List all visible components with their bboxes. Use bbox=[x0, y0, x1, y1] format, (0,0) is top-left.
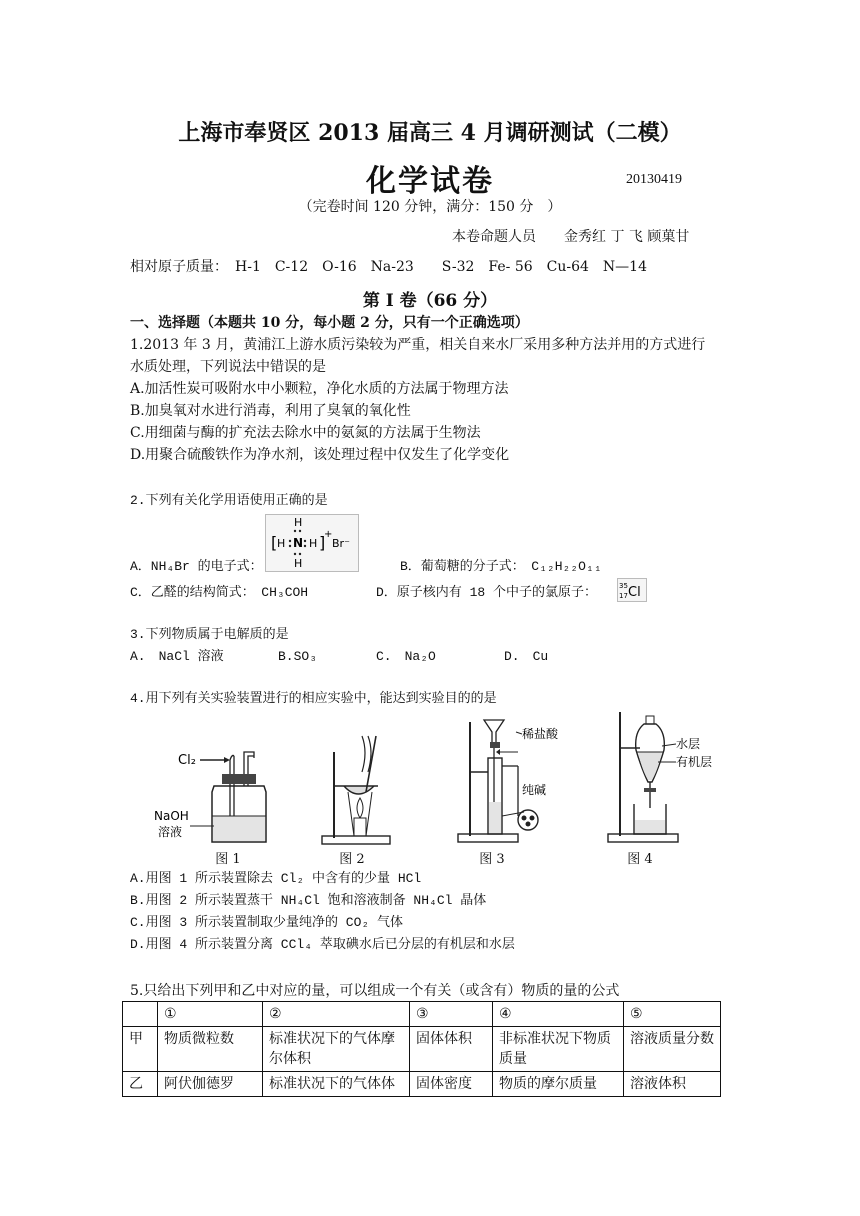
q2-option-b: B．葡萄糖的分子式： C₁₂H₂₂O₁₁ bbox=[400, 559, 602, 574]
table-cell bbox=[123, 1002, 158, 1027]
cl-atomic-number: 17 bbox=[619, 592, 628, 600]
figure-1-gas-washing-bottle bbox=[150, 746, 270, 846]
q5-table bbox=[122, 1001, 721, 1097]
table-cell: 阿伏伽德罗 bbox=[158, 1072, 263, 1097]
q1-option-b: B.加臭氧对水进行消毒，利用了臭氧的氧化性 bbox=[130, 403, 411, 419]
fig4-organic-layer-label: 有机层 bbox=[676, 755, 713, 769]
q5-stem: 5.只给出下列甲和乙中对应的量，可以组成一个有关（或含有）物质的量的公式 bbox=[130, 983, 620, 999]
nh4br-h-bottom: H bbox=[294, 557, 303, 570]
q3-option-d: D. Cu bbox=[504, 649, 549, 664]
nh4br-br: Br⁻ bbox=[332, 537, 350, 550]
nh4br-charge: + bbox=[324, 529, 333, 540]
table-cell: 标准状况下的气体摩尔体积 bbox=[263, 1027, 410, 1072]
fig3-dilute-hcl-label: 稀盐酸 bbox=[522, 727, 559, 741]
table-cell: 溶液质量分数 bbox=[624, 1027, 721, 1072]
table-cell: 非标准状况下物质质量 bbox=[493, 1027, 624, 1072]
exam-time-info: （完卷时间 120 分钟，满分：150 分 ） bbox=[298, 199, 562, 215]
fig4-water-layer-label: 水层 bbox=[676, 737, 701, 751]
nh4br-n: N bbox=[293, 536, 304, 550]
chlorine-isotope-image bbox=[617, 578, 647, 602]
table-cell: ③ bbox=[410, 1002, 493, 1027]
q1-stem-line2: 水质处理，下列说法中错误的是 bbox=[130, 359, 326, 375]
table-row bbox=[123, 1027, 721, 1072]
fig1-naoh-label: NaOH bbox=[154, 809, 189, 823]
q2-option-a: A．NH₄Br 的电子式： bbox=[130, 559, 263, 574]
nh4br-h-right: H bbox=[309, 537, 318, 550]
fig1-gas-label: Cl₂ bbox=[178, 753, 196, 768]
table-cell: ⑤ bbox=[624, 1002, 721, 1027]
figure-4-separatory-funnel bbox=[604, 708, 734, 846]
figure-4-caption: 图 4 bbox=[627, 852, 653, 867]
figure-1-caption: 图 1 bbox=[215, 852, 241, 867]
table-cell: 溶液体积 bbox=[624, 1072, 721, 1097]
figure-2-evaporation-apparatus bbox=[318, 732, 398, 846]
atomic-masses: 相对原子质量： H-1 C-12 O-16 Na-23 S-32 Fe- 56 Cu-64 N—14 bbox=[130, 259, 647, 275]
q1-option-c: C.用细菌与酶的扩充法去除水中的氨氮的方法属于生物法 bbox=[130, 425, 481, 441]
q4-option-a: A.用图 1 所示装置除去 Cl₂ 中含有的少量 HCl bbox=[130, 871, 422, 886]
q3-option-b: B.SO₃ bbox=[278, 649, 318, 664]
paper-subject-title: 化学试卷 bbox=[366, 164, 494, 199]
nh4br-h-left: H bbox=[277, 537, 286, 550]
table-cell: ② bbox=[263, 1002, 410, 1027]
q4-stem: 4.用下列有关实验装置进行的相应实验中，能达到实验目的的是 bbox=[130, 691, 497, 706]
table-cell: 标准状况下的气体体 bbox=[263, 1072, 410, 1097]
q2-stem: 2.下列有关化学用语使用正确的是 bbox=[130, 493, 328, 508]
q4-option-c: C.用图 3 所示装置制取少量纯净的 CO₂ 气体 bbox=[130, 915, 404, 930]
svg-text:]: ] bbox=[319, 533, 326, 552]
exam-date: 20130419 bbox=[626, 172, 682, 187]
fig3-soda-ash-label: 纯碱 bbox=[522, 783, 547, 797]
section-instructions: 一、选择题（本题共 10 分，每小题 2 分，只有一个正确选项） bbox=[130, 315, 529, 331]
figure-3-co2-generator bbox=[456, 712, 586, 846]
cl-symbol: Cl bbox=[628, 585, 641, 600]
figure-2-caption: 图 2 bbox=[339, 852, 365, 867]
q3-option-a: A. NaCl 溶液 bbox=[130, 649, 224, 664]
fig1-solution-label: 溶液 bbox=[158, 825, 183, 839]
table-cell: 固体密度 bbox=[410, 1072, 493, 1097]
q3-option-c: C. Na₂O bbox=[376, 649, 436, 664]
section-title: 第 I 卷（66 分） bbox=[362, 291, 498, 311]
q1-option-a: A.加活性炭可吸附水中小颗粒，净化水质的方法属于物理方法 bbox=[130, 381, 509, 397]
exam-title: 上海市奉贤区 2013 届高三 4 月调研测试（二模） bbox=[178, 120, 682, 146]
nh4br-electron-formula-image bbox=[265, 514, 359, 572]
table-cell: ① bbox=[158, 1002, 263, 1027]
q4-option-d: D.用图 4 所示装置分离 CCl₄ 萃取碘水后已分层的有机层和水层 bbox=[130, 937, 515, 952]
svg-text:[: [ bbox=[271, 533, 278, 552]
q3-stem: 3.下列物质属于电解质的是 bbox=[130, 627, 289, 642]
table-cell: 乙 bbox=[123, 1072, 158, 1097]
cl-mass-number: 35 bbox=[619, 582, 628, 590]
table-cell: ④ bbox=[493, 1002, 624, 1027]
table-cell: 物质的摩尔质量 bbox=[493, 1072, 624, 1097]
figure-3-caption: 图 3 bbox=[479, 852, 505, 867]
q4-option-b: B.用图 2 所示装置蒸干 NH₄Cl 饱和溶液制备 NH₄Cl 晶体 bbox=[130, 893, 487, 908]
exam-authors: 本卷命题人员 金秀红 丁 飞 顾菓甘 bbox=[452, 229, 690, 245]
q1-stem-line1: 1.2013 年 3 月，黄浦江上游水质污染较为严重，相关自来水厂采用多种方法并用的方式进行 bbox=[130, 337, 706, 353]
table-cell: 甲 bbox=[123, 1027, 158, 1072]
q1-option-d: D.用聚合硫酸铁作为净水剂，该处理过程中仅发生了化学变化 bbox=[130, 447, 510, 463]
q2-option-c: C．乙醛的结构简式： CH₃COH bbox=[130, 585, 309, 600]
table-cell: 固体体积 bbox=[410, 1027, 493, 1072]
nh4br-h-top: H bbox=[294, 516, 303, 529]
q2-option-d: D．原子核内有 18 个中子的氯原子： bbox=[376, 585, 598, 600]
table-cell: 物质微粒数 bbox=[158, 1027, 263, 1072]
table-header-row bbox=[123, 1002, 721, 1027]
table-row bbox=[123, 1072, 721, 1097]
